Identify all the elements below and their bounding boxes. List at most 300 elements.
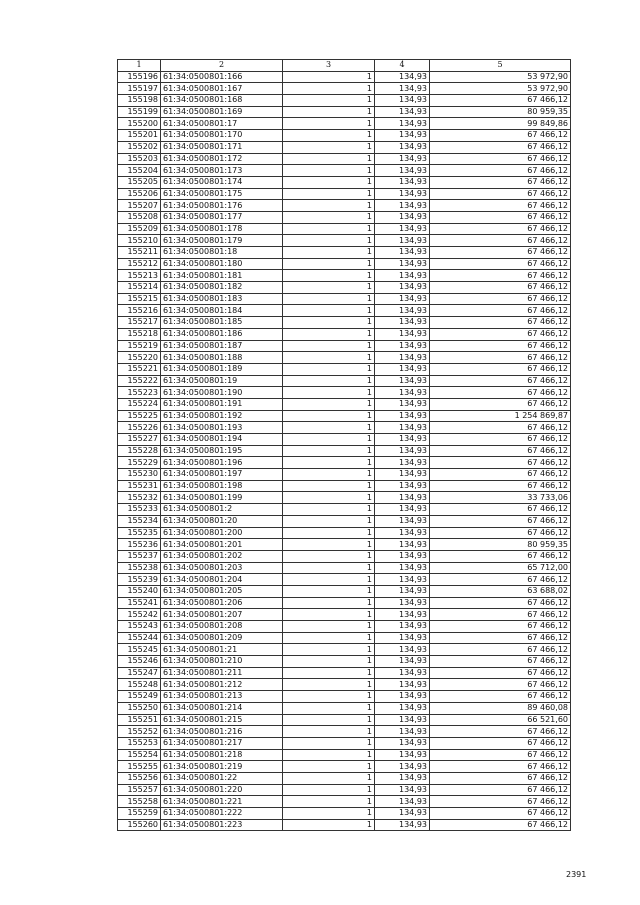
row-number-cell: 155227 (118, 434, 161, 446)
value-cell: 53 972,90 (430, 71, 571, 83)
count-cell: 1 (283, 597, 375, 609)
count-cell: 1 (283, 293, 375, 305)
value-cell: 99 849,86 (430, 118, 571, 130)
row-number-cell: 155254 (118, 749, 161, 761)
area-cell: 134,93 (375, 282, 430, 294)
cadastral-number-cell: 61:34:0500801:203 (161, 562, 283, 574)
row-number-cell: 155255 (118, 761, 161, 773)
count-cell: 1 (283, 644, 375, 656)
count-cell: 1 (283, 235, 375, 247)
cadastral-number-cell: 61:34:0500801:21 (161, 644, 283, 656)
count-cell: 1 (283, 211, 375, 223)
value-cell: 67 466,12 (430, 270, 571, 282)
area-cell: 134,93 (375, 796, 430, 808)
count-cell: 1 (283, 819, 375, 831)
table-row (118, 702, 571, 714)
row-number-cell: 155252 (118, 726, 161, 738)
table-row (118, 223, 571, 235)
count-cell: 1 (283, 667, 375, 679)
count-cell: 1 (283, 363, 375, 375)
count-cell: 1 (283, 761, 375, 773)
area-cell: 134,93 (375, 270, 430, 282)
area-cell: 134,93 (375, 200, 430, 212)
cadastral-number-cell: 61:34:0500801:167 (161, 83, 283, 95)
row-number-cell: 155231 (118, 480, 161, 492)
cadastral-number-cell: 61:34:0500801:178 (161, 223, 283, 235)
area-cell: 134,93 (375, 667, 430, 679)
table-row (118, 317, 571, 329)
cadastral-number-cell: 61:34:0500801:192 (161, 410, 283, 422)
table-row (118, 726, 571, 738)
table-row (118, 574, 571, 586)
value-cell: 89 460,08 (430, 702, 571, 714)
value-cell: 67 466,12 (430, 363, 571, 375)
table-row (118, 784, 571, 796)
value-cell: 67 466,12 (430, 153, 571, 165)
area-cell: 134,93 (375, 749, 430, 761)
cadastral-number-cell: 61:34:0500801:182 (161, 282, 283, 294)
value-cell: 67 466,12 (430, 609, 571, 621)
cadastral-number-cell: 61:34:0500801:186 (161, 328, 283, 340)
table-row (118, 258, 571, 270)
row-number-cell: 155236 (118, 539, 161, 551)
header-row (118, 60, 571, 72)
table-row (118, 597, 571, 609)
area-cell: 134,93 (375, 504, 430, 516)
area-cell: 134,93 (375, 340, 430, 352)
value-cell: 67 466,12 (430, 352, 571, 364)
row-number-cell: 155222 (118, 375, 161, 387)
row-number-cell: 155234 (118, 515, 161, 527)
row-number-cell: 155221 (118, 363, 161, 375)
table-row (118, 714, 571, 726)
count-cell: 1 (283, 469, 375, 481)
value-cell: 66 521,60 (430, 714, 571, 726)
table-row (118, 141, 571, 153)
value-cell: 67 466,12 (430, 457, 571, 469)
count-cell: 1 (283, 153, 375, 165)
area-cell: 134,93 (375, 258, 430, 270)
table-row (118, 761, 571, 773)
row-number-cell: 155253 (118, 737, 161, 749)
row-number-cell: 155219 (118, 340, 161, 352)
count-cell: 1 (283, 328, 375, 340)
value-cell: 67 466,12 (430, 796, 571, 808)
row-number-cell: 155208 (118, 211, 161, 223)
count-cell: 1 (283, 106, 375, 118)
count-cell: 1 (283, 714, 375, 726)
row-number-cell: 155226 (118, 422, 161, 434)
cadastral-number-cell: 61:34:0500801:169 (161, 106, 283, 118)
count-cell: 1 (283, 737, 375, 749)
area-cell: 134,93 (375, 83, 430, 95)
table-row (118, 621, 571, 633)
area-cell: 134,93 (375, 574, 430, 586)
area-cell: 134,93 (375, 726, 430, 738)
area-cell: 134,93 (375, 550, 430, 562)
area-cell: 134,93 (375, 445, 430, 457)
table-row (118, 211, 571, 223)
cadastral-number-cell: 61:34:0500801:187 (161, 340, 283, 352)
area-cell: 134,93 (375, 702, 430, 714)
cadastral-number-cell: 61:34:0500801:220 (161, 784, 283, 796)
area-cell: 134,93 (375, 375, 430, 387)
count-cell: 1 (283, 550, 375, 562)
cadastral-number-cell: 61:34:0500801:214 (161, 702, 283, 714)
count-cell: 1 (283, 258, 375, 270)
cadastral-number-cell: 61:34:0500801:174 (161, 176, 283, 188)
cadastral-number-cell: 61:34:0500801:198 (161, 480, 283, 492)
table-row (118, 772, 571, 784)
area-cell: 134,93 (375, 434, 430, 446)
area-cell: 134,93 (375, 597, 430, 609)
table-row (118, 644, 571, 656)
area-cell: 134,93 (375, 71, 430, 83)
area-cell: 134,93 (375, 317, 430, 329)
value-cell: 67 466,12 (430, 819, 571, 831)
count-cell: 1 (283, 527, 375, 539)
count-cell: 1 (283, 410, 375, 422)
cadastral-number-cell: 61:34:0500801:2 (161, 504, 283, 516)
count-cell: 1 (283, 247, 375, 259)
value-cell: 67 466,12 (430, 632, 571, 644)
count-cell: 1 (283, 585, 375, 597)
cadastral-number-cell: 61:34:0500801:20 (161, 515, 283, 527)
count-cell: 1 (283, 118, 375, 130)
row-number-cell: 155200 (118, 118, 161, 130)
count-cell: 1 (283, 141, 375, 153)
value-cell: 67 466,12 (430, 422, 571, 434)
count-cell: 1 (283, 375, 375, 387)
area-cell: 134,93 (375, 609, 430, 621)
row-number-cell: 155218 (118, 328, 161, 340)
row-number-cell: 155201 (118, 130, 161, 142)
table-row (118, 515, 571, 527)
count-cell: 1 (283, 784, 375, 796)
area-cell: 134,93 (375, 808, 430, 820)
area-cell: 134,93 (375, 422, 430, 434)
count-cell: 1 (283, 609, 375, 621)
count-cell: 1 (283, 398, 375, 410)
row-number-cell: 155258 (118, 796, 161, 808)
table-row (118, 737, 571, 749)
value-cell: 67 466,12 (430, 597, 571, 609)
value-cell: 67 466,12 (430, 200, 571, 212)
value-cell: 33 733,06 (430, 492, 571, 504)
area-cell: 134,93 (375, 165, 430, 177)
table-row (118, 480, 571, 492)
count-cell: 1 (283, 691, 375, 703)
table-row (118, 200, 571, 212)
row-number-cell: 155220 (118, 352, 161, 364)
cadastral-number-cell: 61:34:0500801:173 (161, 165, 283, 177)
cadastral-number-cell: 61:34:0500801:208 (161, 621, 283, 633)
table-row (118, 819, 571, 831)
row-number-cell: 155246 (118, 656, 161, 668)
area-cell: 134,93 (375, 352, 430, 364)
cadastral-number-cell: 61:34:0500801:176 (161, 200, 283, 212)
value-cell: 67 466,12 (430, 656, 571, 668)
cadastral-number-cell: 61:34:0500801:193 (161, 422, 283, 434)
value-cell: 63 688,02 (430, 585, 571, 597)
count-cell: 1 (283, 352, 375, 364)
count-cell: 1 (283, 656, 375, 668)
value-cell: 67 466,12 (430, 772, 571, 784)
table-row (118, 118, 571, 130)
cadastral-number-cell: 61:34:0500801:19 (161, 375, 283, 387)
cadastral-number-cell: 61:34:0500801:189 (161, 363, 283, 375)
count-cell: 1 (283, 492, 375, 504)
value-cell: 67 466,12 (430, 667, 571, 679)
count-cell: 1 (283, 340, 375, 352)
table-row (118, 550, 571, 562)
area-cell: 134,93 (375, 247, 430, 259)
row-number-cell: 155256 (118, 772, 161, 784)
row-number-cell: 155214 (118, 282, 161, 294)
table-row (118, 340, 571, 352)
value-cell: 67 466,12 (430, 480, 571, 492)
table-row (118, 270, 571, 282)
cadastral-number-cell: 61:34:0500801:191 (161, 398, 283, 410)
row-number-cell: 155209 (118, 223, 161, 235)
row-number-cell: 155260 (118, 819, 161, 831)
area-cell: 134,93 (375, 819, 430, 831)
cadastral-number-cell: 61:34:0500801:185 (161, 317, 283, 329)
table-row (118, 808, 571, 820)
table-row (118, 153, 571, 165)
row-number-cell: 155250 (118, 702, 161, 714)
area-cell: 134,93 (375, 106, 430, 118)
area-cell: 134,93 (375, 784, 430, 796)
cadastral-number-cell: 61:34:0500801:177 (161, 211, 283, 223)
area-cell: 134,93 (375, 293, 430, 305)
data-table (117, 59, 571, 831)
table-row (118, 504, 571, 516)
count-cell: 1 (283, 702, 375, 714)
table-row (118, 527, 571, 539)
area-cell: 134,93 (375, 95, 430, 107)
value-cell: 65 712,00 (430, 562, 571, 574)
count-cell: 1 (283, 772, 375, 784)
count-cell: 1 (283, 480, 375, 492)
row-number-cell: 155243 (118, 621, 161, 633)
area-cell: 134,93 (375, 621, 430, 633)
row-number-cell: 155238 (118, 562, 161, 574)
value-cell: 53 972,90 (430, 83, 571, 95)
cadastral-number-cell: 61:34:0500801:205 (161, 585, 283, 597)
value-cell: 67 466,12 (430, 176, 571, 188)
row-number-cell: 155211 (118, 247, 161, 259)
cadastral-number-cell: 61:34:0500801:204 (161, 574, 283, 586)
cadastral-number-cell: 61:34:0500801:190 (161, 387, 283, 399)
cadastral-number-cell: 61:34:0500801:199 (161, 492, 283, 504)
cadastral-number-cell: 61:34:0500801:194 (161, 434, 283, 446)
table-row (118, 282, 571, 294)
row-number-cell: 155202 (118, 141, 161, 153)
table-row (118, 305, 571, 317)
count-cell: 1 (283, 434, 375, 446)
cadastral-number-cell: 61:34:0500801:183 (161, 293, 283, 305)
value-cell: 67 466,12 (430, 282, 571, 294)
row-number-cell: 155251 (118, 714, 161, 726)
cadastral-number-cell: 61:34:0500801:184 (161, 305, 283, 317)
count-cell: 1 (283, 165, 375, 177)
cadastral-number-cell: 61:34:0500801:168 (161, 95, 283, 107)
table-row (118, 679, 571, 691)
table-row (118, 375, 571, 387)
cadastral-number-cell: 61:34:0500801:196 (161, 457, 283, 469)
area-cell: 134,93 (375, 457, 430, 469)
area-cell: 134,93 (375, 492, 430, 504)
row-number-cell: 155259 (118, 808, 161, 820)
table-row (118, 445, 571, 457)
count-cell: 1 (283, 457, 375, 469)
cadastral-number-cell: 61:34:0500801:180 (161, 258, 283, 270)
row-number-cell: 155248 (118, 679, 161, 691)
value-cell: 67 466,12 (430, 691, 571, 703)
table-row (118, 130, 571, 142)
table-row (118, 749, 571, 761)
area-cell: 134,93 (375, 130, 430, 142)
cadastral-number-cell: 61:34:0500801:209 (161, 632, 283, 644)
value-cell: 67 466,12 (430, 247, 571, 259)
value-cell: 67 466,12 (430, 130, 571, 142)
area-cell: 134,93 (375, 176, 430, 188)
table-row (118, 422, 571, 434)
table-row (118, 95, 571, 107)
column-header: 1 (118, 60, 161, 72)
count-cell: 1 (283, 574, 375, 586)
value-cell: 67 466,12 (430, 469, 571, 481)
cadastral-number-cell: 61:34:0500801:218 (161, 749, 283, 761)
count-cell: 1 (283, 796, 375, 808)
cadastral-number-cell: 61:34:0500801:166 (161, 71, 283, 83)
value-cell: 67 466,12 (430, 574, 571, 586)
value-cell: 67 466,12 (430, 211, 571, 223)
value-cell: 67 466,12 (430, 188, 571, 200)
area-cell: 134,93 (375, 328, 430, 340)
value-cell: 67 466,12 (430, 375, 571, 387)
value-cell: 80 959,35 (430, 106, 571, 118)
cadastral-number-cell: 61:34:0500801:207 (161, 609, 283, 621)
value-cell: 67 466,12 (430, 398, 571, 410)
count-cell: 1 (283, 621, 375, 633)
value-cell: 67 466,12 (430, 317, 571, 329)
area-cell: 134,93 (375, 305, 430, 317)
value-cell: 67 466,12 (430, 808, 571, 820)
table-row (118, 457, 571, 469)
row-number-cell: 155245 (118, 644, 161, 656)
area-cell: 134,93 (375, 469, 430, 481)
area-cell: 134,93 (375, 480, 430, 492)
area-cell: 134,93 (375, 223, 430, 235)
count-cell: 1 (283, 632, 375, 644)
cadastral-number-cell: 61:34:0500801:175 (161, 188, 283, 200)
cadastral-number-cell: 61:34:0500801:188 (161, 352, 283, 364)
table-row (118, 165, 571, 177)
row-number-cell: 155215 (118, 293, 161, 305)
row-number-cell: 155233 (118, 504, 161, 516)
area-cell: 134,93 (375, 691, 430, 703)
area-cell: 134,93 (375, 211, 430, 223)
value-cell: 67 466,12 (430, 235, 571, 247)
count-cell: 1 (283, 726, 375, 738)
row-number-cell: 155213 (118, 270, 161, 282)
count-cell: 1 (283, 387, 375, 399)
table-row (118, 188, 571, 200)
count-cell: 1 (283, 679, 375, 691)
count-cell: 1 (283, 188, 375, 200)
value-cell: 67 466,12 (430, 141, 571, 153)
count-cell: 1 (283, 515, 375, 527)
row-number-cell: 155197 (118, 83, 161, 95)
table-row (118, 235, 571, 247)
table-row (118, 585, 571, 597)
count-cell: 1 (283, 422, 375, 434)
cadastral-number-cell: 61:34:0500801:201 (161, 539, 283, 551)
table-row (118, 247, 571, 259)
value-cell: 67 466,12 (430, 550, 571, 562)
row-number-cell: 155198 (118, 95, 161, 107)
value-cell: 67 466,12 (430, 784, 571, 796)
value-cell: 67 466,12 (430, 95, 571, 107)
value-cell: 80 959,35 (430, 539, 571, 551)
cadastral-number-cell: 61:34:0500801:22 (161, 772, 283, 784)
area-cell: 134,93 (375, 772, 430, 784)
cadastral-number-cell: 61:34:0500801:172 (161, 153, 283, 165)
area-cell: 134,93 (375, 188, 430, 200)
page-number: 2391 (566, 870, 587, 879)
count-cell: 1 (283, 200, 375, 212)
count-cell: 1 (283, 176, 375, 188)
row-number-cell: 155212 (118, 258, 161, 270)
table-row (118, 328, 571, 340)
value-cell: 67 466,12 (430, 726, 571, 738)
row-number-cell: 155204 (118, 165, 161, 177)
row-number-cell: 155205 (118, 176, 161, 188)
table-row (118, 363, 571, 375)
count-cell: 1 (283, 749, 375, 761)
value-cell: 67 466,12 (430, 527, 571, 539)
count-cell: 1 (283, 504, 375, 516)
area-cell: 134,93 (375, 761, 430, 773)
table-row (118, 71, 571, 83)
value-cell: 67 466,12 (430, 387, 571, 399)
cadastral-number-cell: 61:34:0500801:223 (161, 819, 283, 831)
area-cell: 134,93 (375, 410, 430, 422)
area-cell: 134,93 (375, 141, 430, 153)
row-number-cell: 155235 (118, 527, 161, 539)
row-number-cell: 155217 (118, 317, 161, 329)
row-number-cell: 155240 (118, 585, 161, 597)
value-cell: 67 466,12 (430, 340, 571, 352)
table-row (118, 492, 571, 504)
value-cell: 67 466,12 (430, 504, 571, 516)
cadastral-number-cell: 61:34:0500801:195 (161, 445, 283, 457)
row-number-cell: 155247 (118, 667, 161, 679)
value-cell: 67 466,12 (430, 328, 571, 340)
count-cell: 1 (283, 317, 375, 329)
cadastral-number-cell: 61:34:0500801:202 (161, 550, 283, 562)
value-cell: 67 466,12 (430, 737, 571, 749)
cadastral-number-cell: 61:34:0500801:213 (161, 691, 283, 703)
value-cell: 67 466,12 (430, 761, 571, 773)
row-number-cell: 155223 (118, 387, 161, 399)
table-row (118, 398, 571, 410)
count-cell: 1 (283, 223, 375, 235)
row-number-cell: 155224 (118, 398, 161, 410)
table-row (118, 539, 571, 551)
